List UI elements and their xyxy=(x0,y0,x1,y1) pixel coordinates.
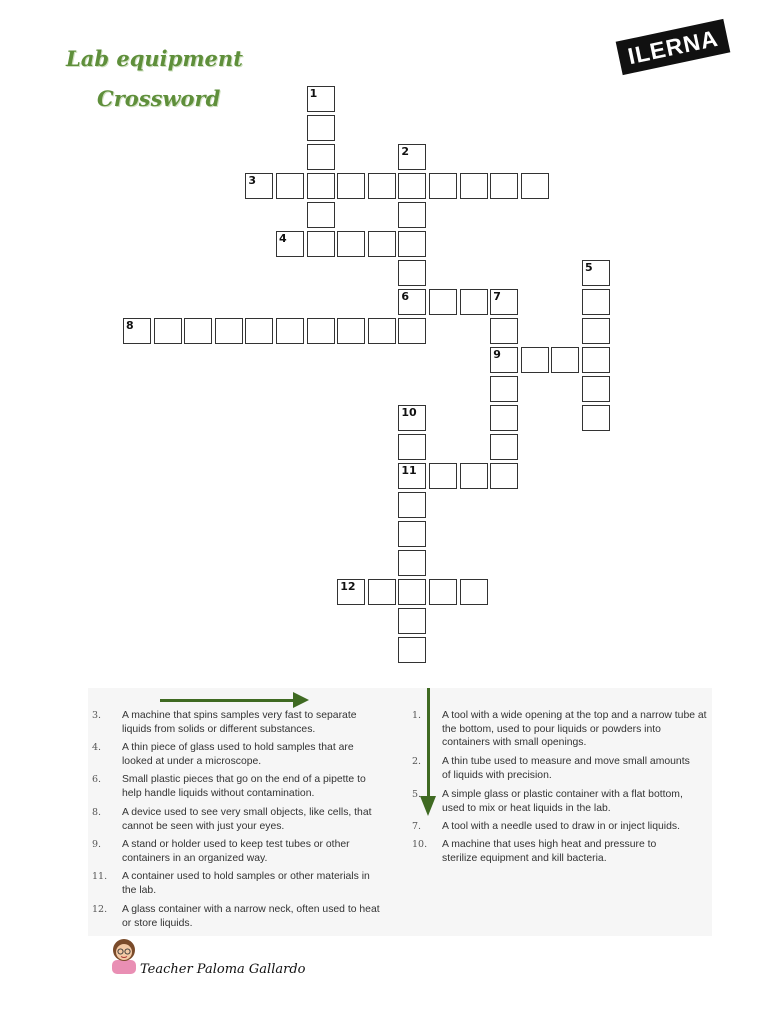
clue-number: 3. xyxy=(92,710,102,721)
crossword-cell[interactable] xyxy=(307,86,335,112)
crossword-cell[interactable] xyxy=(582,289,610,315)
crossword-cell[interactable] xyxy=(582,376,610,402)
crossword-cell[interactable] xyxy=(368,231,396,257)
crossword-cell[interactable] xyxy=(490,289,518,315)
crossword-cell[interactable] xyxy=(154,318,182,344)
clue-text: Small plastic pieces that go on the end of a pipette to help handle liquids without contamination. xyxy=(122,774,366,799)
crossword-cell[interactable] xyxy=(307,231,335,257)
teacher-avatar-icon xyxy=(108,936,140,974)
clue-number: 11. xyxy=(92,871,108,882)
crossword-cell[interactable] xyxy=(337,231,365,257)
crossword-cell[interactable] xyxy=(276,173,304,199)
crossword-cell[interactable] xyxy=(307,173,335,199)
crossword-cell[interactable] xyxy=(490,463,518,489)
crossword-cell[interactable] xyxy=(215,318,243,344)
crossword-cell[interactable] xyxy=(460,463,488,489)
crossword-cell[interactable] xyxy=(490,376,518,402)
crossword-cell[interactable] xyxy=(368,579,396,605)
crossword-cell[interactable] xyxy=(582,260,610,286)
crossword-cell[interactable] xyxy=(398,231,426,257)
clue-text: A machine that spins samples very fast to separate liquids from solids or different substances. xyxy=(122,710,357,735)
crossword-cell[interactable] xyxy=(490,405,518,431)
crossword-cell[interactable] xyxy=(276,231,304,257)
crossword-cell[interactable] xyxy=(307,144,335,170)
clue-number: 9. xyxy=(92,839,102,850)
clue-number-label: 8 xyxy=(126,319,134,332)
crossword-cell[interactable] xyxy=(398,492,426,518)
clue-text: A stand or holder used to keep test tubes or other containers in an organized way. xyxy=(122,839,350,864)
crossword-cell[interactable] xyxy=(398,637,426,663)
crossword-cell[interactable] xyxy=(398,144,426,170)
crossword-cell[interactable] xyxy=(521,347,549,373)
crossword-cell[interactable] xyxy=(582,318,610,344)
clue-number-label: 3 xyxy=(248,174,257,187)
crossword-cell[interactable] xyxy=(490,318,518,344)
crossword-cell[interactable] xyxy=(337,173,365,199)
crossword-cell[interactable] xyxy=(398,202,426,228)
clue-text: A thin piece of glass used to hold samples that are looked at under a microscope. xyxy=(122,742,354,767)
crossword-cell[interactable] xyxy=(460,579,488,605)
teacher-signature: Teacher Paloma Gallardo xyxy=(140,962,306,977)
clue-number-label: 10 xyxy=(401,406,417,419)
clue-number: 6. xyxy=(92,774,102,785)
clue-number-label: 4 xyxy=(279,232,287,245)
crossword-cell[interactable] xyxy=(398,173,426,199)
crossword-cell[interactable] xyxy=(582,405,610,431)
crossword-cell[interactable] xyxy=(490,173,518,199)
clue-text: A glass container with a narrow neck, often used to heat or store liquids. xyxy=(122,904,380,929)
crossword-cell[interactable] xyxy=(398,405,426,431)
across-arrow-icon xyxy=(160,699,296,702)
clue-number-label: 9 xyxy=(493,348,501,361)
crossword-cell[interactable] xyxy=(337,318,365,344)
clue-number-label: 7 xyxy=(493,290,501,303)
crossword-cell[interactable] xyxy=(582,347,610,373)
clue-number-label: 5 xyxy=(585,261,593,274)
crossword-cell[interactable] xyxy=(398,260,426,286)
clue-text: A tool with a wide opening at the top and a narrow tube at the bottom, used to pour liquids or powders into containers with small openings. xyxy=(442,710,707,748)
crossword-cell[interactable] xyxy=(398,550,426,576)
clue-number: 1. xyxy=(412,710,422,721)
ilerna-logo: ILERNA xyxy=(616,19,731,75)
clue-number: 2. xyxy=(412,756,422,767)
crossword-cell[interactable] xyxy=(398,318,426,344)
clue-text: A device used to see very small objects, like cells, that cannot be seen with just your eyes. xyxy=(122,807,372,832)
clue-text: A machine that uses high heat and pressure to sterilize equipment and kill bacteria. xyxy=(442,839,657,864)
clue-number: 8. xyxy=(92,807,102,818)
crossword-cell[interactable] xyxy=(123,318,151,344)
clue-number: 4. xyxy=(92,742,102,753)
clue-number: 10. xyxy=(412,839,428,850)
crossword-cell[interactable] xyxy=(307,202,335,228)
crossword-cell[interactable] xyxy=(429,463,457,489)
clue-number-label: 11 xyxy=(401,464,417,477)
clue-text: A container used to hold samples or other materials in the lab. xyxy=(122,871,370,896)
crossword-cell[interactable] xyxy=(307,318,335,344)
crossword-cell[interactable] xyxy=(460,289,488,315)
crossword-cell[interactable] xyxy=(398,434,426,460)
clue-number-label: 6 xyxy=(401,290,410,303)
crossword-cell[interactable] xyxy=(429,289,457,315)
crossword-cell[interactable] xyxy=(521,173,549,199)
crossword-cell[interactable] xyxy=(276,318,304,344)
clue-text: A tool with a needle used to draw in or inject liquids. xyxy=(442,821,680,832)
down-arrow-icon xyxy=(427,688,430,798)
crossword-cell[interactable] xyxy=(460,173,488,199)
clue-number: 5. xyxy=(412,789,422,800)
crossword-cell[interactable] xyxy=(398,289,426,315)
crossword-cell[interactable] xyxy=(368,173,396,199)
title-line-1: Lab equipment xyxy=(66,46,243,71)
crossword-cell[interactable] xyxy=(245,173,273,199)
clue-number-label: 1 xyxy=(309,87,318,100)
crossword-cell[interactable] xyxy=(337,579,365,605)
clue-text: A thin tube used to measure and move small amounts of liquids with precision. xyxy=(442,756,690,781)
clue-number-label: 12 xyxy=(340,580,356,593)
crossword-cell[interactable] xyxy=(429,579,457,605)
crossword-cell[interactable] xyxy=(551,347,579,373)
title-line-2: Crossword xyxy=(97,86,221,111)
clue-number: 12. xyxy=(92,904,108,915)
crossword-cell[interactable] xyxy=(307,115,335,141)
crossword-cell[interactable] xyxy=(429,173,457,199)
crossword-cell[interactable] xyxy=(490,434,518,460)
crossword-cell[interactable] xyxy=(368,318,396,344)
crossword-cell[interactable] xyxy=(398,521,426,547)
crossword-cell[interactable] xyxy=(398,608,426,634)
across-arrow-head-icon xyxy=(293,692,309,708)
crossword-cell[interactable] xyxy=(398,463,426,489)
crossword-cell[interactable] xyxy=(245,318,273,344)
crossword-cell[interactable] xyxy=(398,579,426,605)
clue-number: 7. xyxy=(412,821,422,832)
clue-number-label: 2 xyxy=(401,145,410,158)
crossword-cell[interactable] xyxy=(184,318,212,344)
clue-text: A simple glass or plastic container with a flat bottom, used to mix or heat liquids in the lab. xyxy=(442,789,683,814)
crossword-cell[interactable] xyxy=(490,347,518,373)
